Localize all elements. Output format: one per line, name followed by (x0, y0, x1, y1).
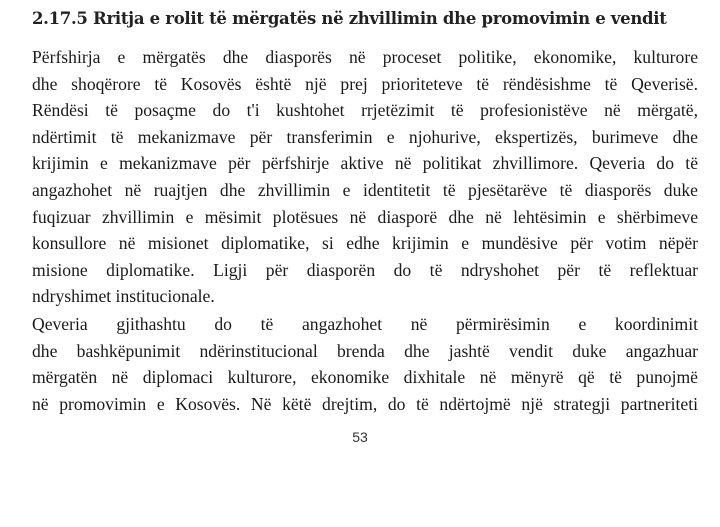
paragraph-line: Rëndësi të posaçme do t'i kushtohet rrjetëzimit të profesionistëve në mërgatë, (32, 100, 698, 121)
paragraph-line: konsullore në misionet diplomatike, si edhe krijimin e mundësive për votim nëpër (32, 233, 698, 254)
paragraph-line: dhe bashkëpunimit ndërinstitucional brenda dhe jashtë vendit duke angazhuar (32, 340, 698, 361)
paragraph-line: fuqizuar zhvillimin e mësimit plotësues në diasporë dhe në lehtësimin e shërbimeve (32, 206, 698, 227)
paragraph-line: mërgatën në diplomaci kulturore, ekonomike dixhitale në mënyrë që të punojmë (32, 367, 698, 388)
paragraph-line: angazhohet në ruajtjen dhe zhvillimin e identitetit të pjesëtarëve të diasporës duke (32, 179, 698, 200)
paragraph-1 (32, 44, 698, 310)
paragraph-line: në promovimin e Kosovës. Në këtë drejtim, do të ndërtojmë një strategji partneriteti (32, 393, 698, 414)
section-heading: 2.17.5 Rritja e rolit të mërgatës në zhvillimin dhe promovimin e vendit (32, 9, 667, 28)
paragraph-line: misione diplomatike. Ligji për diasporën do të ndryshohet për të reflektuar (32, 259, 698, 280)
paragraph-line: krijimin e mekanizmave për përfshirje aktive në politikat zhvillimore. Qeveria do të (32, 153, 698, 174)
paragraph-line: dhe shoqërore të Kosovës është një prej prioriteteve të rëndësishme të Qeverisë. (32, 73, 698, 94)
paragraph-2 (32, 311, 698, 417)
paragraph-line: ndryshimet institucionale. (32, 286, 215, 307)
paragraph-line: ndërtimit të mekanizmave për transferimin e njohurive, ekspertizës, burimeve dhe (32, 126, 698, 147)
paragraph-line: Qeveria gjithashtu do të angazhohet në përmirësimin e koordinimit (32, 314, 698, 334)
page-number: 53 (352, 429, 368, 445)
paragraph-line: Përfshirja e mërgatës dhe diasporës në proceset politike, ekonomike, kulturore (32, 47, 698, 67)
